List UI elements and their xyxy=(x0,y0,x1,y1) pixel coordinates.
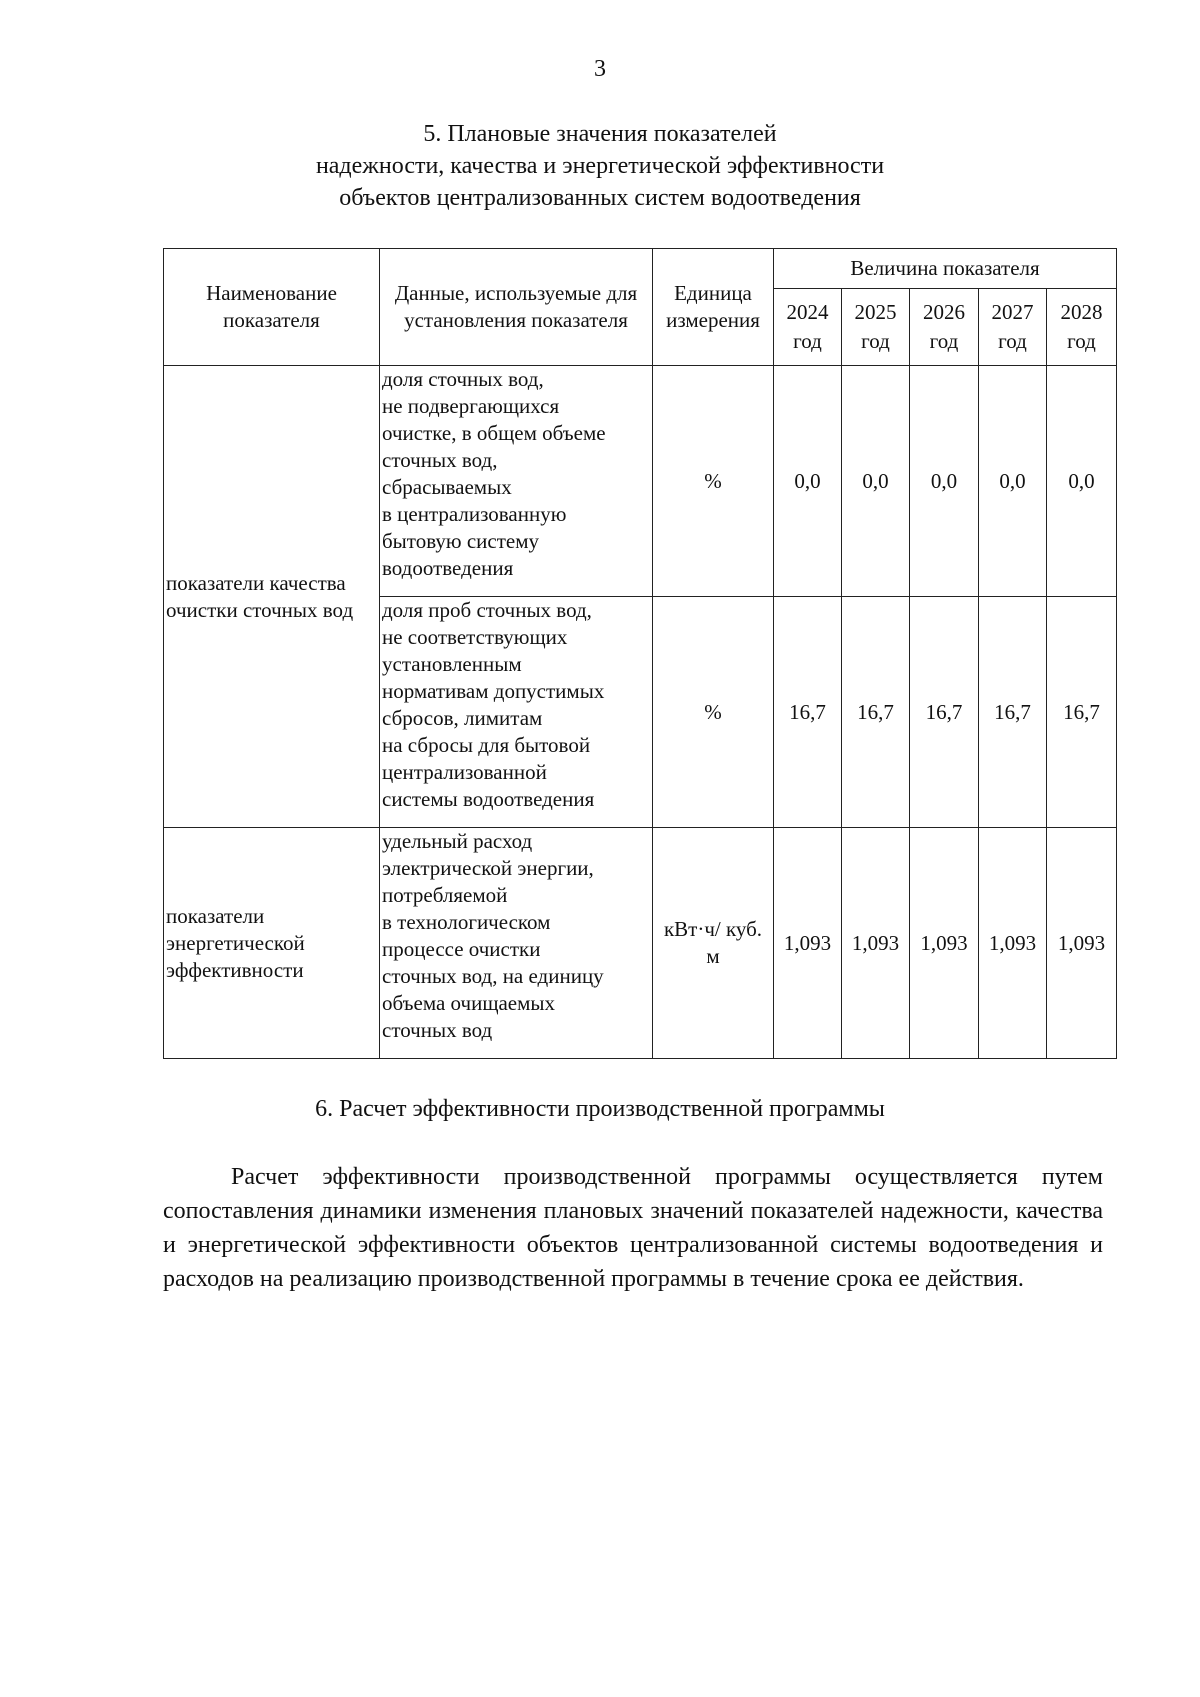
header-year-2027 xyxy=(979,289,1047,366)
header-name: Наименование показателя xyxy=(164,249,380,366)
value-2027: 0,0 xyxy=(979,366,1047,597)
header-unit: Единица измерения xyxy=(653,249,774,366)
description-line: бытовую систему xyxy=(382,529,539,553)
description-line: в технологическом xyxy=(382,910,551,934)
description-line: не подвергающихся xyxy=(382,394,560,418)
year-label: 2028 xyxy=(1060,300,1103,324)
value-2028: 1,093 xyxy=(1047,828,1117,1059)
description-line: удельный расход xyxy=(382,829,533,853)
value-2028: 16,7 xyxy=(1047,597,1117,828)
year-suffix: год xyxy=(929,329,959,353)
description-line: процессе очистки xyxy=(382,937,541,961)
header-year-2024 xyxy=(774,289,842,366)
value-2024: 1,093 xyxy=(774,828,842,1059)
year-label: 2025 xyxy=(854,300,897,324)
value-2027: 1,093 xyxy=(979,828,1047,1059)
header-year-2028 xyxy=(1047,289,1117,366)
section-5-title-line: объектов централизованных систем водоотведения xyxy=(339,185,861,211)
page-number: 3 xyxy=(594,56,606,82)
description-line: установленным xyxy=(382,652,522,676)
description-line: на сбросы для бытовой xyxy=(382,733,591,757)
year-suffix: год xyxy=(861,329,890,353)
year-suffix: год xyxy=(793,329,822,353)
section-5-title-line: 5. Плановые значения показателей xyxy=(423,121,777,147)
indicator-description xyxy=(380,828,653,1059)
value-2026: 0,0 xyxy=(910,366,979,597)
header-year-2026 xyxy=(910,289,979,366)
section-6-paragraph: Расчет эффективности производственной программы осуществляется путем сопоставления динамики изменения плановых значений показателей надежности, качества и энергетической эффективности объектов централизованной системы водоотведения и расходов на реализацию производственной программы в течение срока ее действия. xyxy=(163,1164,1103,1292)
description-line: сбрасываемых xyxy=(382,475,512,499)
year-suffix: год xyxy=(1067,329,1096,353)
description-line: доля проб сточных вод, xyxy=(382,598,592,622)
section-6-title: 6. Расчет эффективности производственной программы xyxy=(315,1096,885,1122)
description-line: системы водоотведения xyxy=(382,787,595,811)
header-value-group: Величина показателя xyxy=(774,249,1117,289)
value-2024: 0,0 xyxy=(774,366,842,597)
indicator-unit: кВт·ч/ куб. м xyxy=(653,828,774,1059)
table-row xyxy=(164,828,1117,1059)
year-label: 2027 xyxy=(991,300,1034,324)
description-line: не соответствующих xyxy=(382,625,568,649)
year-label: 2024 xyxy=(786,300,829,324)
header-data: Данные, используемые для установления показателя xyxy=(380,249,653,366)
description-line: в централизованную xyxy=(382,502,567,526)
value-2027: 16,7 xyxy=(979,597,1047,828)
description-line: водоотведения xyxy=(382,556,514,580)
description-line: доля сточных вод, xyxy=(382,367,544,391)
description-line: нормативам допустимых xyxy=(382,679,605,703)
indicator-description xyxy=(380,597,653,828)
indicator-group-name: показатели энергетической эффективности xyxy=(164,828,380,1059)
section-5-title-line: надежности, качества и энергетической эффективности xyxy=(315,153,885,179)
value-2026: 16,7 xyxy=(910,597,979,828)
description-line: объема очищаемых xyxy=(382,991,556,1015)
value-2026: 1,093 xyxy=(910,828,979,1059)
header-year-2025 xyxy=(842,289,910,366)
indicators-table xyxy=(163,248,1117,1059)
value-2025: 1,093 xyxy=(842,828,910,1059)
table-row xyxy=(164,366,1117,597)
year-suffix: год xyxy=(998,329,1027,353)
indicator-unit: % xyxy=(653,597,774,828)
section-5-title xyxy=(150,118,1050,214)
description-line: сточных вод, xyxy=(382,448,498,472)
description-line: централизованной xyxy=(382,760,547,784)
description-line: сточных вод, на единицу xyxy=(382,964,604,988)
value-2024: 16,7 xyxy=(774,597,842,828)
value-2025: 16,7 xyxy=(842,597,910,828)
description-line: электрической энергии, xyxy=(382,856,594,880)
description-line: сточных вод xyxy=(382,1018,493,1042)
description-line: потребляемой xyxy=(382,883,508,907)
value-2028: 0,0 xyxy=(1047,366,1117,597)
value-2025: 0,0 xyxy=(842,366,910,597)
indicator-group-name: показатели качества очистки сточных вод xyxy=(164,366,380,828)
indicator-description xyxy=(380,366,653,597)
description-line: сбросов, лимитам xyxy=(382,706,543,730)
year-label: 2026 xyxy=(923,300,965,324)
indicator-unit: % xyxy=(653,366,774,597)
description-line: очистке, в общем объеме xyxy=(382,421,606,445)
